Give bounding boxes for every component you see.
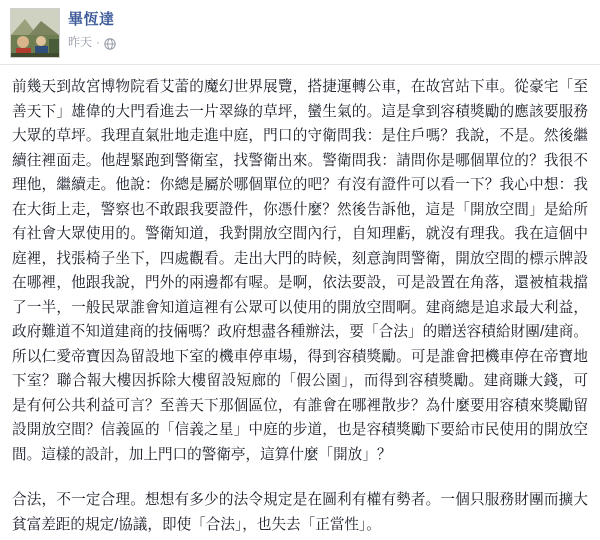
profile-photo-icon xyxy=(11,9,59,57)
post-timestamp[interactable]: 昨天 xyxy=(68,35,93,49)
post-body xyxy=(0,65,600,537)
post-meta-row xyxy=(68,35,116,49)
post-header-text xyxy=(68,8,116,49)
post-author-name[interactable]: 畢恆達 xyxy=(68,11,115,28)
post-paragraph-2: 合法，不一定合理。想想有多少的法令規定是在圖利有權有勢者。一個只服務財團而擴大貧富差距的規定/協議，即使「合法」，也失去「正當性」。 xyxy=(12,492,588,533)
post-paragraph-1: 前幾天到故宮博物院看艾蕾的魔幻世界展覽，搭捷運轉公車，在故宮站下車。從豪宅「至善天下」雄偉的大門看進去一片翠綠的草坪，蠻生氣的。這是拿到容積獎勵的應該要服務大眾的草坪。我理直氣壯地走進中庭，門口的守衛問我：是住戶嗎？我說，不是。然後繼續往裡面走。他趕緊跑到警衛室，找警衛出來。警衛問我：請問你是哪個單位的？我很不理他，繼續走。他說：你總是屬於哪個單位的吧？有沒有證件可以看一下？我心中想：我在大街上走，警察也不敢跟我要證件，你憑什麼？然後告訴他，這是「開放空間」是給所有社會大眾使用的。警衛知道，我對開放空間內行，自知理虧，就沒有理我。我在這個中庭裡，找張椅子坐下，四處觀看。走出大門的時候，刻意詢問警衛，開放空間的標示牌設在哪裡，他跟我說，門外的兩邊都有喔。是啊，依法要設，可是設置在角落，還被植栽擋了一半，一般民眾誰會知道這裡有公眾可以使用的開放空間啊。建商總是追求最大利益，政府難道不知道建商的技倆嗎？政府想盡各種辦法，要「合法」的贈送容積給財團/建商。所以仁愛帝寶因為留設地下室的機車停車場，得到容積獎勵。可是誰會把機車停在帝寶地下室？聯合報大樓因拆除大樓留設短廊的「假公園」，而得到容積獎勵。建商賺大錢，可是有何公共利益可言？至善天下那個區位，有誰會在哪裡散步？為什麼要用容積來獎勵留設開放空間？信義區的「信義之星」中庭的步道，也是容積獎勵下要給市民使用的開放空間。這樣的設計，加上門口的警衛亭，這算什麼「開放」？ xyxy=(12,79,588,463)
post-header xyxy=(0,0,600,62)
avatar[interactable] xyxy=(10,8,60,58)
meta-separator: · xyxy=(96,35,101,49)
globe-icon[interactable] xyxy=(104,37,116,49)
